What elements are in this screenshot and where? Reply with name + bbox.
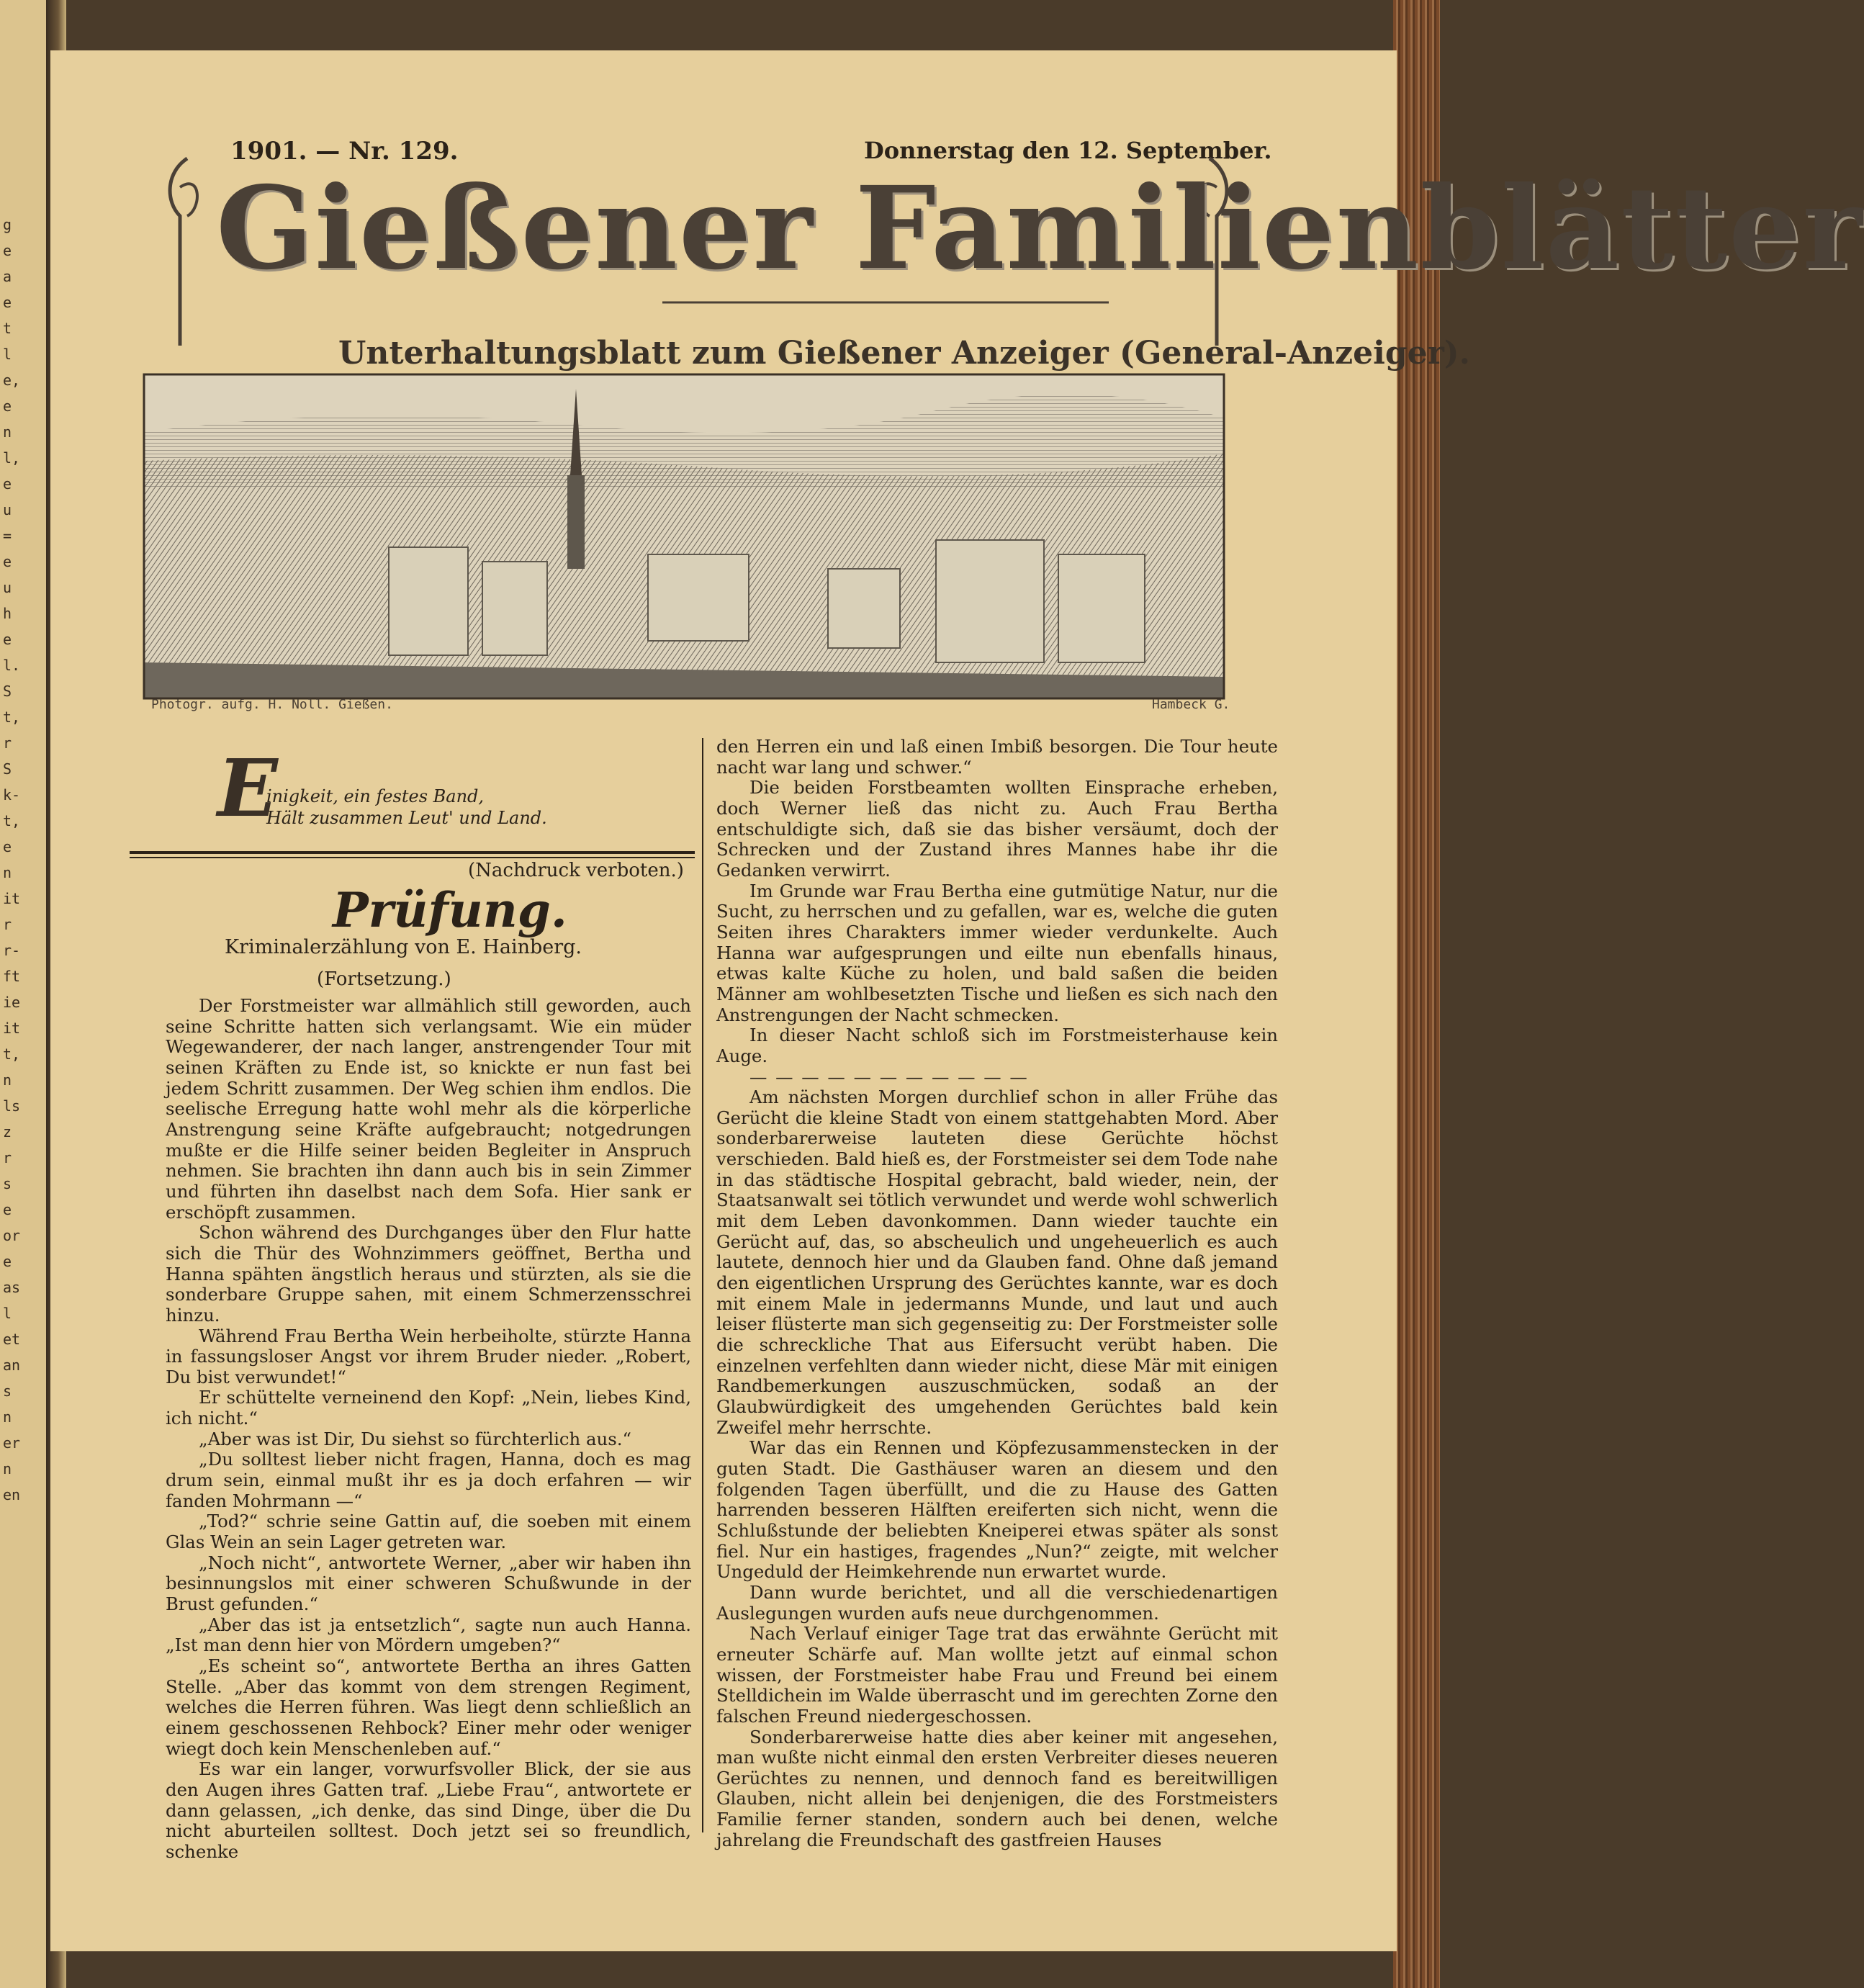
margin-fragment: s (3, 1175, 12, 1192)
margin-fragment: e (3, 475, 12, 492)
margin-fragment: n (3, 1408, 12, 1426)
column-divider (702, 738, 703, 1832)
margin-fragment: ft (3, 968, 21, 985)
issue-number: 1901. — Nr. 129. (230, 137, 459, 166)
paragraph: Die beiden Forstbeamten wollten Einsprache erheben, doch Werner ließ das nicht zu. Auch Frau Bertha entschuldigte sich, daß sie das bisher versäumt, doch der Schrecken und der Zustand ihres Mannes habe ihr die Gedanken verwirrt. (716, 777, 1278, 881)
left-curl-ornament (180, 184, 197, 216)
paragraph: „Aber das ist ja entsetzlich“, sagte nun auch Hanna. „Ist man denn hier von Mördern umgeben?“ (166, 1614, 691, 1656)
motto-thin-rule (130, 857, 695, 858)
margin-fragment: h (3, 605, 12, 622)
building (828, 569, 900, 648)
paragraph: „Aber was ist Dir, Du siehst so fürchterlich aus.“ (199, 1428, 631, 1449)
margin-fragment: or (3, 1227, 21, 1244)
building (389, 547, 468, 655)
paragraph: Schon während des Durchganges über den Flur hatte sich die Thür des Wohnzimmers geöffnet, Bertha und Hanna spähten ängstlich heraus und stürzten, als sie die sonderbare Gruppe sahen, mit einem Schmerzensschrei hinzu. (166, 1222, 691, 1326)
margin-fragment: an (3, 1357, 21, 1374)
motto-double-rule (130, 851, 695, 854)
margin-fragment: k- (3, 786, 21, 804)
margin-fragment: z (3, 1123, 12, 1141)
margin-fragment: l (3, 1305, 12, 1322)
margin-fragment: er (3, 1434, 21, 1452)
margin-fragment: r (3, 1149, 12, 1166)
section-separator: — — — — — — — — — — — (749, 1066, 1029, 1087)
margin-fragment: as (3, 1279, 21, 1296)
margin-fragment: it (3, 1020, 21, 1037)
story-byline: Kriminalerzählung von E. Hainberg. (225, 936, 582, 958)
paragraph: Im Grunde war Frau Bertha eine gutmütige Natur, nur die Sucht, zu herrschen und zu gefallen, war es, welche die guten Seiten ihres Charakters immer wieder verdunkelte. Auch Hanna war aufgesprungen und eilte nun ebenfalls hinaus, etwas kalte Küche zu holen, und bald saßen die beiden Männer am wohlbesetzten Tische und ließen es sich nach den Anstrengungen der Nacht schmecken. (716, 880, 1278, 1025)
margin-fragment: u (3, 579, 12, 596)
margin-fragment: e (3, 1201, 12, 1218)
newspaper-masthead: Gießener Familienblätter (216, 162, 1864, 295)
continuation-note: (Fortsetzung.) (317, 968, 451, 990)
margin-fragment: u (3, 501, 12, 518)
margin-fragment: et (3, 1331, 21, 1348)
masthead-subtitle: Unterhaltungsblatt zum Gießener Anzeiger (General-Anzeiger). (338, 335, 1470, 372)
margin-fragment: e (3, 397, 12, 415)
margin-fragment: n (3, 423, 12, 441)
margin-fragment: l (3, 346, 12, 363)
motto-dropcap: E (217, 742, 278, 835)
paragraph: Am nächsten Morgen durchlief schon in aller Frühe das Gerücht die kleine Stadt von einem stattgehabten Mord. Aber sonderbarerweise lauteten diese Gerüchte höchst verschieden. Bald hieß es, der Forstmeister sei dem Tode nahe in das städtische Hospital gebracht, bald wieder, nein, der Staatsanwalt sei tötlich verwundet und werde wohl schwerlich mit dem Leben davonkommen. Dann wieder tauchte ein Gerücht auf, das, so abscheulich und ungeheuerlich es auch lautete, dennoch hier und da Glauben fand. Ohne daß jemand den eigentlichen Ursprung des Gerüchtes kannte, war es doch mit einem Male in jedermanns Munde, und laut und auch leiser flüsterte man sich gegenseitig zu: Der Forstmeister solle die schreckliche That aus Eifersucht verübt haben. Die einzelnen verfehlten dann wieder nicht, diese Mär mit einigen Randbemerkungen auszuschmücken, sodaß an der Glaubwürdigkeit des umgehenden Gerüchtes bald kein Zweifel mehr herrschte. (716, 1087, 1278, 1438)
margin-fragment: e (3, 294, 12, 311)
margin-fragment: S (3, 760, 12, 778)
margin-fragment: e (3, 242, 12, 259)
margin-fragment: en (3, 1486, 21, 1503)
paragraph: den Herren ein und laß einen Imbiß besorgen. Die Tour heute nacht war lang und schwer.“ (716, 736, 1278, 778)
margin-fragment: e (3, 631, 12, 648)
paragraph: Er schüttelte verneinend den Kopf: „Nein, liebes Kind, ich nicht.“ (166, 1387, 691, 1429)
margin-fragment: t, (3, 709, 21, 726)
margin-fragment: e (3, 553, 12, 570)
margin-fragment: t, (3, 812, 21, 829)
paragraph: Nach Verlauf einiger Tage trat das erwähnte Gerücht mit erneuter Schärfe auf. Man wollte jetzt auf einmal schon wissen, der Forstmeister habe Frau und Freund bei einem Stelldichein im Walde überrascht und im gerechten Zorne den falschen Freund niedergeschossen. (716, 1623, 1278, 1727)
margin-fragment: t, (3, 1045, 21, 1063)
paragraph: „Noch nicht“, antwortete Werner, „aber wir haben ihn besinnungslos mit einer schweren Schußwunde in der Brust gefunden.“ (166, 1552, 691, 1615)
paragraph: Es war ein langer, vorwurfsvoller Blick, der sie aus den Augen ihres Gatten traf. „Liebe Frau“, antwortete er dann gelassen, „ich denke, das sind Dinge, über die Du nicht aburteilen solltest. Doch jetzt sei so freundlich, schenke (166, 1758, 691, 1862)
book-spine (1393, 0, 1440, 1988)
paragraph: In dieser Nacht schloß sich im Forstmeisterhause kein Auge. (716, 1025, 1278, 1066)
margin-fragment: ls (3, 1097, 21, 1115)
paragraph: Sonderbarerweise hatte dies aber keiner mit angesehen, man wußte nicht einmal den ersten Verbreiter dieses neueren Gerüchtes zu nennen, und dennoch fand es bereitwilligen Glauben, nicht allein bei denjenigen, die des Forstmeisters Familie ferner standen, sondern auch bei denen, welche jahrelang die Freundschaft des gastfreien Hauses (716, 1726, 1278, 1850)
building (936, 540, 1044, 662)
article-column-1 (166, 996, 691, 1863)
margin-fragment: l, (3, 449, 21, 467)
paragraph: „Es scheint so“, antwortete Bertha an ihres Gatten Stelle. „Aber das kommt von dem strengen Regiment, welches die Herren führen. Was liegt denn schließlich an einem geschossenen Rehbock? Einer mehr oder weniger wiegt doch kein Menschenleben auf.“ (166, 1655, 691, 1759)
issue-date: Donnerstag den 12. September. (864, 137, 1272, 164)
margin-fragment: = (3, 527, 12, 544)
building (482, 562, 547, 655)
motto-line-2: Hält zusammen Leut' und Land. (266, 808, 547, 828)
margin-fragment: n (3, 1460, 12, 1477)
paragraph: Dann wurde berichtet, und all die verschiedenartigen Auslegungen wurden aufs neue durchgenommen. (716, 1581, 1278, 1624)
left-scroll-ornament (170, 158, 187, 346)
photo-credit: Photogr. aufg. H. Noll. Gießen. (151, 697, 393, 712)
paragraph: „Tod?“ schrie seine Gattin auf, die soeben mit einem Glas Wein an sein Lager getreten war. (166, 1511, 691, 1553)
margin-fragment: r- (3, 942, 21, 959)
margin-fragment: e, (3, 372, 21, 389)
margin-fragment: it (3, 890, 21, 907)
margin-fragment: r (3, 916, 12, 933)
building (648, 554, 749, 641)
paragraph: „Du solltest lieber nicht fragen, Hanna, doch es mag drum sein, einmal mußt ihr es ja doch erfahren — wir fanden Mohrmann —“ (166, 1449, 691, 1511)
margin-fragment: g (3, 216, 12, 233)
previous-page-edge (0, 0, 50, 1988)
building (1058, 554, 1145, 662)
story-title: Prüfung. (333, 882, 567, 938)
margin-fragment: e (3, 1253, 12, 1270)
margin-fragment: n (3, 1071, 12, 1089)
margin-fragment: a (3, 268, 12, 285)
paragraph: War das ein Rennen und Köpfezusammenstecken in der guten Stadt. Die Gasthäuser waren an diesem und den folgenden Tagen überfüllt, und die zu Hause des Gatten harrenden besseren Hälften ereiferten sich nicht, wenn die Schlußstunde der beliebten Kneiperei etwas später als sonst fiel. Nur ein hastiges, fragendes „Nun?“ zeigte, mit welcher Ungeduld der Heimkehrende nun erwartet wurde. (716, 1437, 1278, 1583)
margin-fragment: s (3, 1382, 12, 1400)
church-tower (567, 475, 585, 569)
margin-fragment: S (3, 683, 12, 700)
city-engraving (144, 374, 1224, 698)
engraver-credit: Hambeck G. (1152, 697, 1230, 712)
margin-fragment: n (3, 864, 12, 881)
margin-fragment: ie (3, 994, 21, 1011)
margin-fragment: e (3, 838, 12, 855)
margin-fragment: t (3, 320, 12, 337)
paragraph: Während Frau Bertha Wein herbeiholte, stürzte Hanna in fassungsloser Angst vor ihrem Bruder nieder. „Robert, Du bist verwundet!“ (166, 1325, 691, 1387)
paragraph: Der Forstmeister war allmählich still geworden, auch seine Schritte hatten sich verlangsamt. Wie ein müder Wegewanderer, der nach langer, anstrengender Tour mit seinen Kräften zu Ende ist, so knickte er nun fast bei jedem Schritt zusammen. Der Weg schien ihm endlos. Die seelische Erregung hatte wohl mehr als die körperliche Anstrengung seine Kräfte aufgebraucht; notgedrungen mußte er die Hilfe seiner beiden Begleiter in Anspruch nehmen. Sie brachten ihn dann auch bis in sein Zimmer und führten ihn daselbst nach dem Sofa. Hier sank er erschöpft zusammen. (166, 995, 691, 1223)
reprint-notice: (Nachdruck verboten.) (468, 860, 684, 881)
article-column-2 (716, 737, 1278, 1850)
margin-fragment: r (3, 734, 12, 752)
motto-line-1: inigkeit, ein festes Band, (266, 786, 485, 806)
margin-fragment: l. (3, 657, 21, 674)
